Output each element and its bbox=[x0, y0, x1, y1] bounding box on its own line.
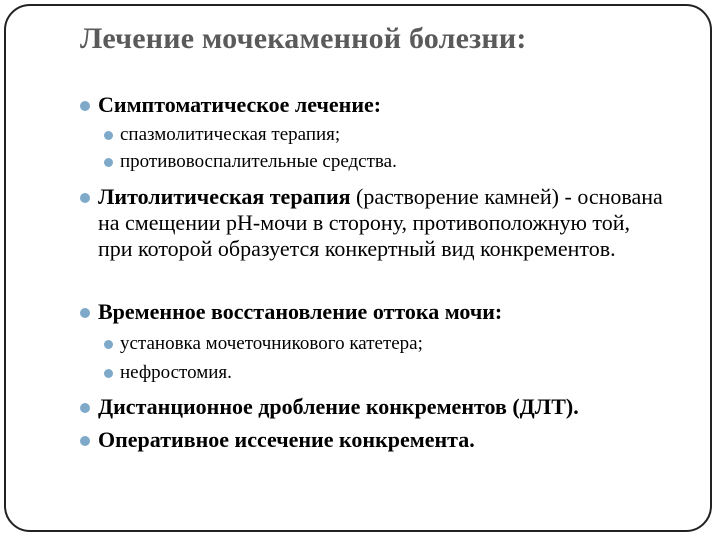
sub-item-catheter bbox=[104, 332, 674, 356]
bullet-icon bbox=[80, 101, 90, 111]
item-bold: Симптоматическое лечение: bbox=[98, 92, 382, 117]
item-text: спазмолитическая терапия; bbox=[120, 124, 341, 145]
bullet-icon bbox=[104, 340, 113, 349]
sub-item-spasmolytic bbox=[104, 123, 674, 147]
bullet-icon bbox=[80, 436, 90, 446]
item-bold: Оперативное иссечение конкремента. bbox=[98, 427, 475, 452]
bullet-icon bbox=[80, 193, 90, 203]
bullet-item-drainage bbox=[80, 299, 680, 325]
item-text: нефростомия. bbox=[120, 362, 232, 383]
bullet-item-symptomatic bbox=[80, 92, 680, 118]
slide-title: Лечение мочекаменной болезни: bbox=[80, 22, 527, 55]
item-bold: Литолитическая терапия bbox=[98, 184, 351, 209]
item-bold: Временное восстановление оттока мочи: bbox=[98, 299, 503, 324]
item-text: противовоспалительные средства. bbox=[120, 151, 397, 172]
item-bold: Дистанционное дробление конкрементов (ДЛТ). bbox=[98, 394, 579, 419]
bullet-icon bbox=[80, 403, 90, 413]
bullet-item-surgery bbox=[80, 427, 690, 453]
bullet-item-litholytic bbox=[80, 184, 670, 262]
bullet-icon bbox=[80, 308, 90, 318]
bullet-item-lithotripsy bbox=[80, 394, 690, 420]
sub-item-nephrostomy bbox=[104, 361, 674, 385]
bullet-icon bbox=[104, 369, 113, 378]
sub-item-antiinflammatory bbox=[104, 150, 674, 174]
bullet-icon bbox=[104, 158, 113, 167]
bullet-icon bbox=[104, 131, 113, 140]
item-text: (растворение камней) - основана на смещении рН-мочи в сторону, противоположную той, при которой образуется конкертный вид конкрементов. bbox=[98, 184, 663, 261]
item-text: установка мочеточникового катетера; bbox=[120, 333, 423, 354]
